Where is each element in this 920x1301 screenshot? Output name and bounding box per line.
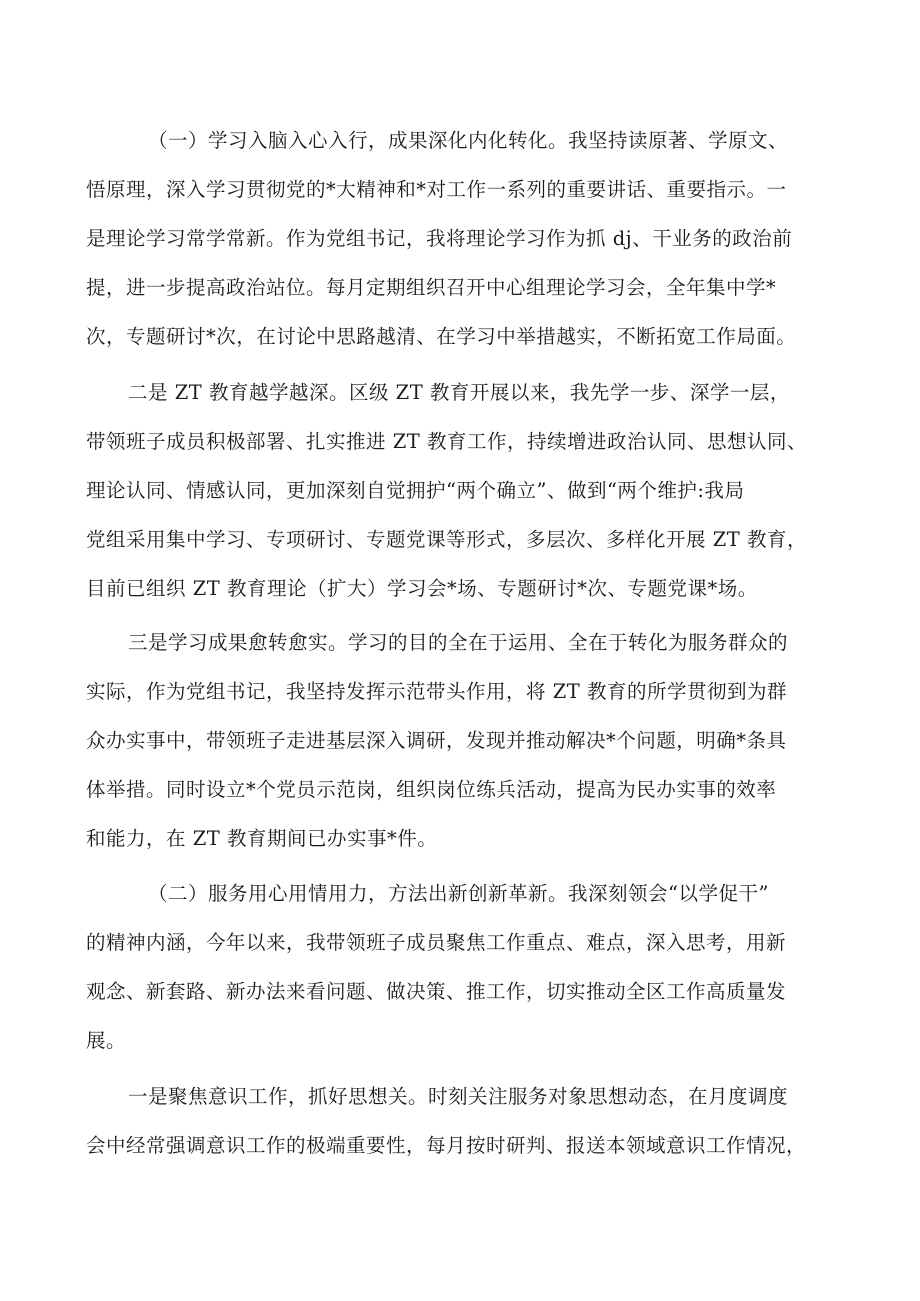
paragraph-line: 展。 bbox=[86, 1029, 127, 1052]
paragraph-line: 带领班子成员积极部署、扎实推进 ZT 教育工作，持续增进政治认同、思想认同、 bbox=[86, 430, 807, 453]
paragraph-line: （二）服务用心用情用力，方法出新创新革新。我深刻领会“以学促干” bbox=[148, 882, 769, 905]
paragraph-line: 次，专题研讨*次，在讨论中思路越清、在学习中举措越实，不断拓宽工作局面。 bbox=[86, 325, 797, 348]
paragraph-line: 提，进一步提高政治站位。每月定期组织召开中心组理论学习会，全年集中学* bbox=[86, 276, 777, 299]
paragraph-line: 观念、新套路、新办法来看问题、做决策、推工作，切实推动全区工作高质量发 bbox=[86, 980, 787, 1003]
paragraph-line: 目前已组织 ZT 教育理论（扩大）学习会*场、专题研讨*次、专题党课*场。 bbox=[86, 577, 758, 600]
paragraph-line: 二是 ZT 教育越学越深。区级 ZT 教育开展以来，我先学一步、深学一层， bbox=[128, 381, 790, 404]
paragraph-line: 一是聚焦意识工作，抓好思想关。时刻关注服务对象思想动态，在月度调度 bbox=[128, 1085, 789, 1108]
paragraph-line: 会中经常强调意识工作的极端重要性，每月按时研判、报送本领域意识工作情况， bbox=[86, 1134, 807, 1157]
paragraph-line: 和能力，在 ZT 教育期间已办实事*件。 bbox=[86, 827, 438, 850]
paragraph-line: （一）学习入脑入心入行，成果深化内化转化。我坚持读原著、学原文、 bbox=[148, 129, 789, 152]
paragraph-line: 理论认同、情感认同，更加深刻自觉拥护“两个确立”、做到“两个维护:我局 bbox=[86, 479, 745, 502]
paragraph-line: 三是学习成果愈转愈实。学习的目的全在于运用、全在于转化为服务群众的 bbox=[128, 631, 789, 654]
paragraph-line: 党组采用集中学习、专项研讨、专题党课等形式，多层次、多样化开展 ZT 教育， bbox=[86, 528, 807, 551]
paragraph-line: 是理论学习常学常新。作为党组书记，我将理论学习作为抓 dj、干业务的政治前 bbox=[86, 227, 793, 250]
paragraph-line: 悟原理，深入学习贯彻党的*大精神和*对工作一系列的重要讲话、重要指示。一 bbox=[86, 178, 787, 201]
paragraph-line: 众办实事中，带领班子走进基层深入调研，发现并推动解决*个问题，明确*条具 bbox=[86, 729, 787, 752]
paragraph-line: 实际，作为党组书记，我坚持发挥示范带头作用，将 ZT 教育的所学贯彻到为群 bbox=[86, 680, 787, 703]
paragraph-line: 的精神内涵，今年以来，我带领班子成员聚焦工作重点、难点，深入思考，用新 bbox=[86, 931, 787, 954]
paragraph-line: 体举措。同时设立*个党员示范岗，组织岗位练兵活动，提高为民办实事的效率 bbox=[86, 778, 777, 801]
